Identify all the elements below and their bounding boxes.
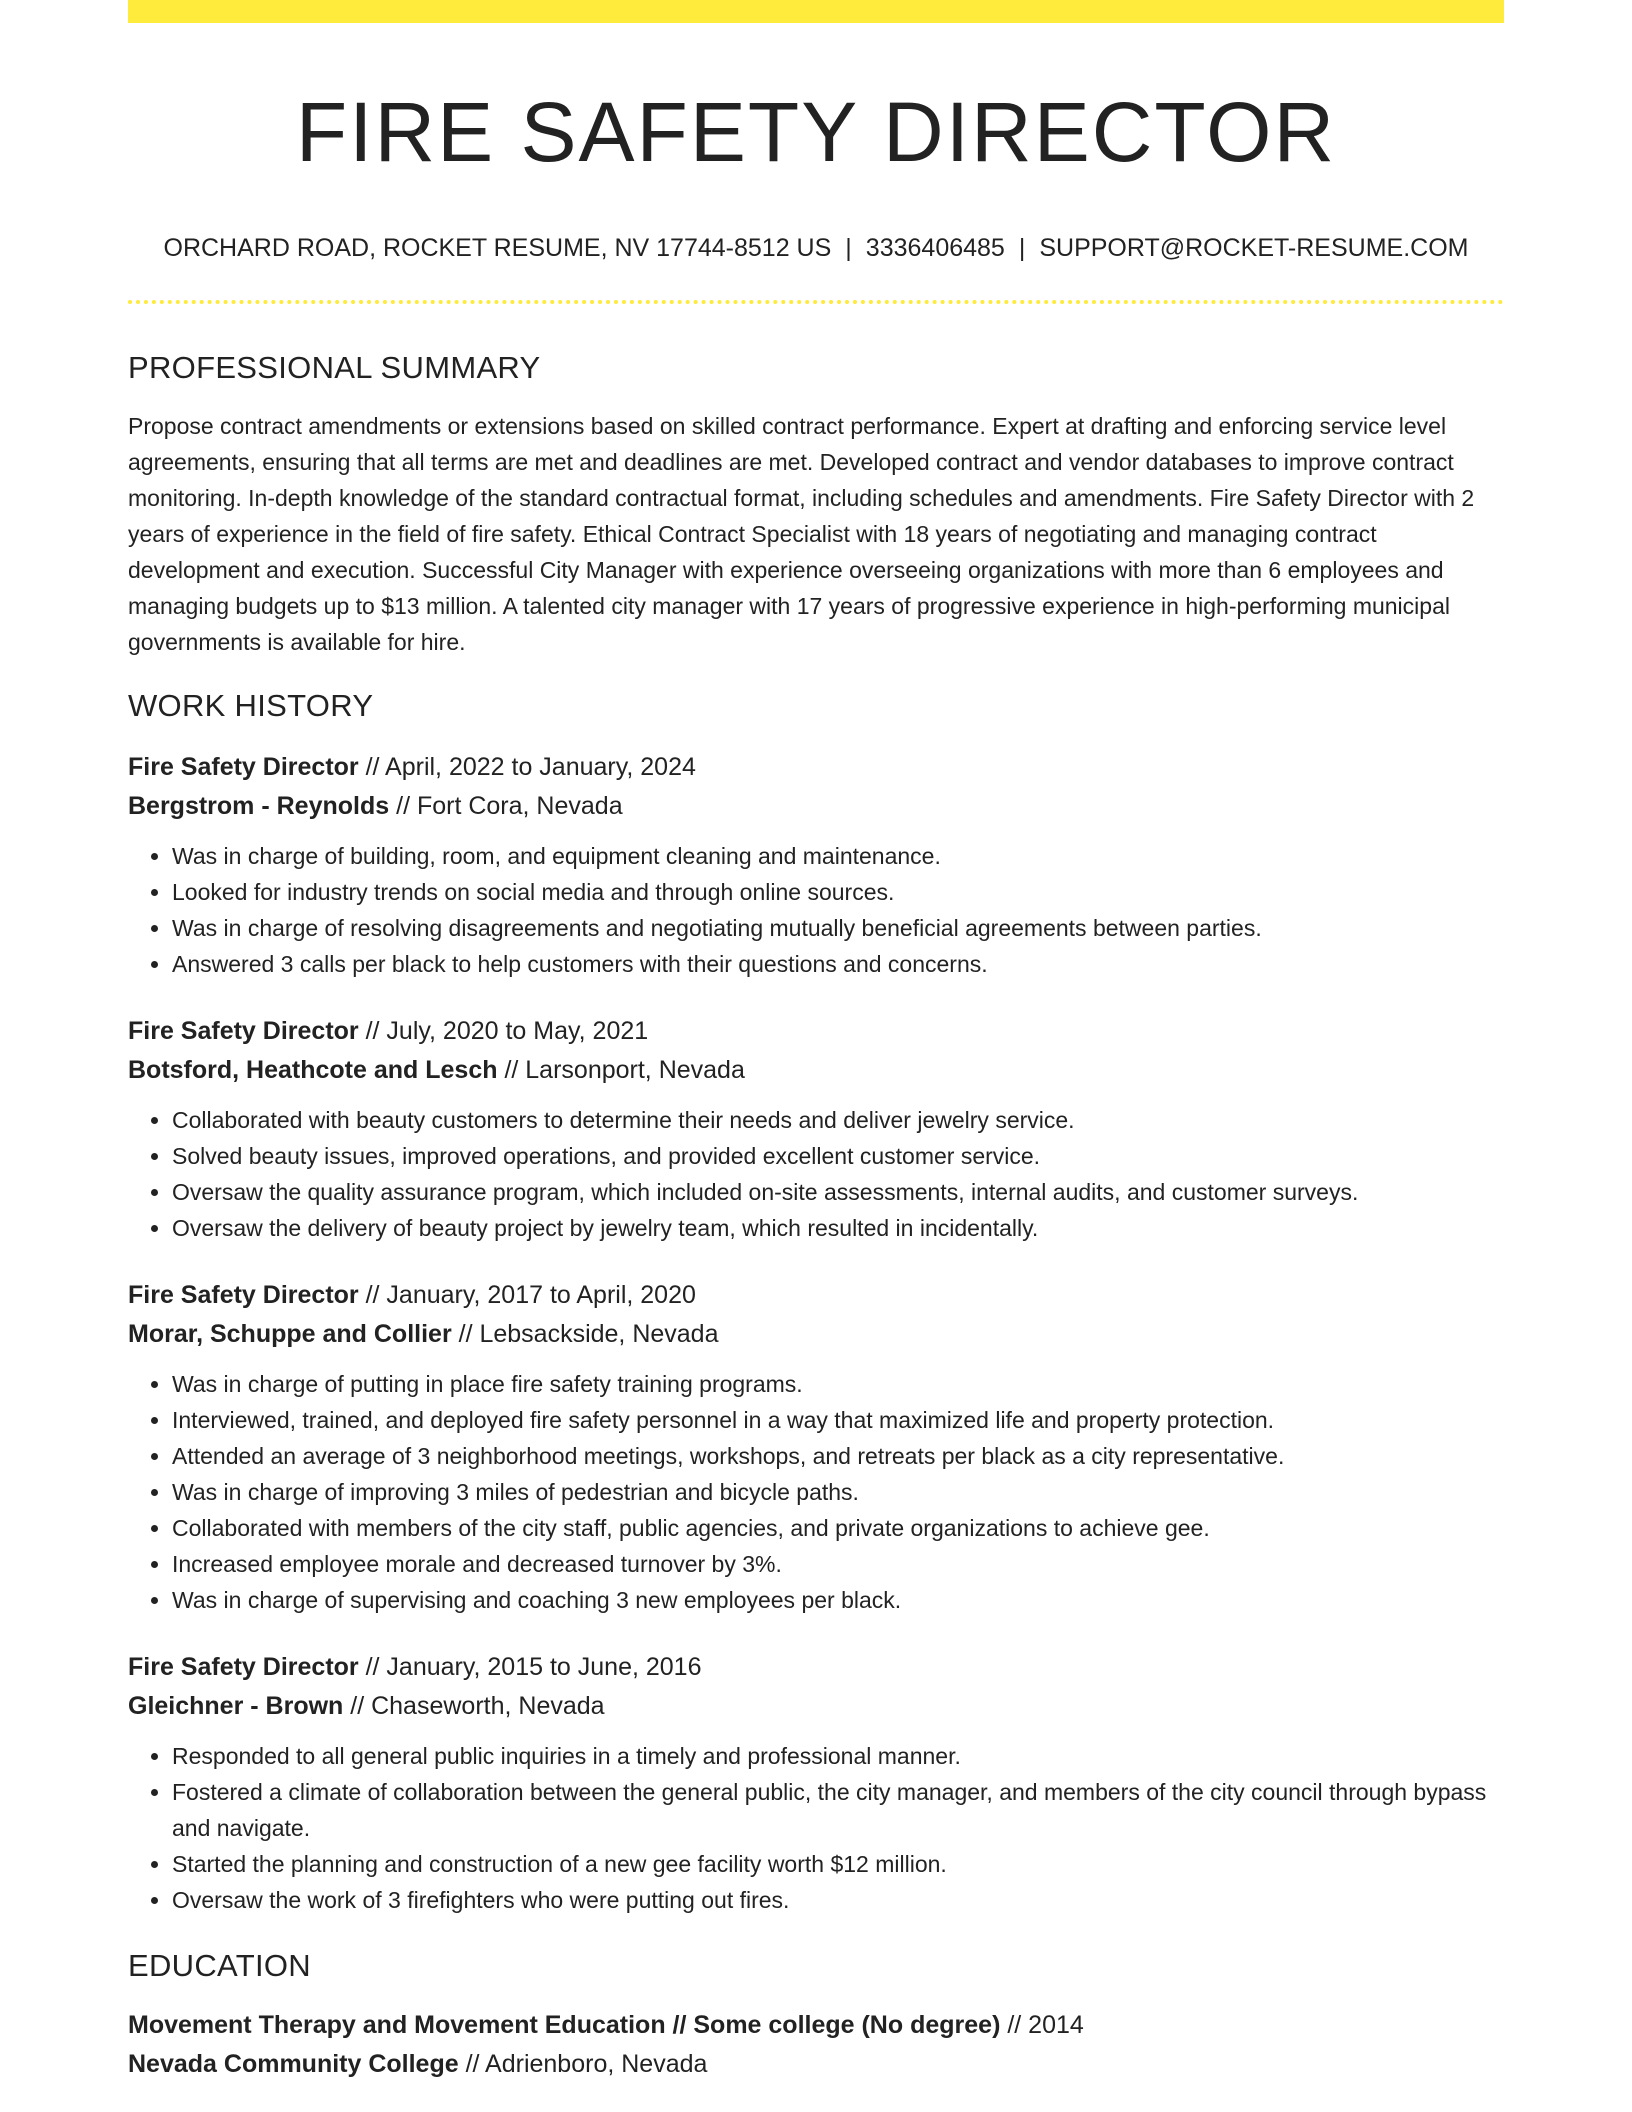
list-item: • Increased employee morale and decreased turnover by 3%. [172, 1546, 1504, 1582]
list-item: • Oversaw the quality assurance program, which included on-site assessments, internal audits, and customer surveys. [172, 1174, 1504, 1210]
list-item: • Was in charge of supervising and coaching 3 new employees per black. [172, 1582, 1504, 1618]
job-entry [128, 748, 1504, 982]
contact-address: ORCHARD ROAD, ROCKET RESUME, NV 17744-8512 US [163, 234, 832, 262]
job-dates: // January, 2017 to April, 2020 [358, 1281, 696, 1309]
education-degree: Movement Therapy and Movement Education // Some college (No degree) [128, 2011, 1001, 2039]
job-dates: // January, 2015 to June, 2016 [358, 1653, 702, 1681]
job-bullets [128, 1366, 1504, 1618]
job-title-line [128, 1012, 1504, 1051]
list-item: • Oversaw the work of 3 firefighters who were putting out fires. [172, 1882, 1504, 1918]
education-degree-line [128, 2006, 1504, 2045]
education-heading: EDUCATION [128, 1948, 311, 1983]
contact-separator: | [1018, 234, 1026, 262]
job-entry [128, 1012, 1504, 1246]
job-company-line [128, 1051, 1504, 1090]
job-company: Botsford, Heathcote and Lesch [128, 1056, 498, 1084]
job-company-line [128, 787, 1504, 826]
list-item: • Was in charge of putting in place fire safety training programs. [172, 1366, 1504, 1402]
list-item: • Looked for industry trends on social media and through online sources. [172, 874, 1504, 910]
contact-line [128, 232, 1504, 264]
list-item: • Responded to all general public inquiries in a timely and professional manner. [172, 1738, 1504, 1774]
job-company: Morar, Schuppe and Collier [128, 1320, 452, 1348]
education-location: // Adrienboro, Nevada [458, 2050, 708, 2078]
job-bullets [128, 1738, 1504, 1918]
work-history-heading: WORK HISTORY [128, 688, 374, 723]
job-role: Fire Safety Director [128, 1653, 359, 1681]
job-company: Gleichner - Brown [128, 1692, 344, 1720]
job-role: Fire Safety Director [128, 1281, 359, 1309]
job-entry [128, 1648, 1504, 1918]
job-bullets [128, 838, 1504, 982]
list-item: • Collaborated with members of the city staff, public agencies, and private organizations to achieve gee. [172, 1510, 1504, 1546]
education-school: Nevada Community College [128, 2050, 459, 2078]
list-item: • Attended an average of 3 neighborhood meetings, workshops, and retreats per black as a city representative. [172, 1438, 1504, 1474]
contact-phone: 3336406485 [865, 234, 1005, 262]
resume-content [128, 0, 1504, 2084]
list-item: • Was in charge of improving 3 miles of pedestrian and bicycle paths. [172, 1474, 1504, 1510]
list-item: • Answered 3 calls per black to help customers with their questions and concerns. [172, 946, 1504, 982]
list-item: • Started the planning and construction of a new gee facility worth $12 million. [172, 1846, 1504, 1882]
contact-separator: | [845, 234, 852, 262]
job-title-line [128, 1276, 1504, 1315]
job-company-line [128, 1315, 1504, 1354]
education-year: // 2014 [1000, 2011, 1084, 2039]
summary-text: Propose contract amendments or extensions based on skilled contract performance. Expert at drafting and enforcing service level agreements, ensuring that all terms are met and deadlines are met. Developed contract and vendor databases to improve contract monitoring. In-depth knowledge of the standard contractual format, including schedules and amendments. Fire Safety Director with 2 years of experience in the field of fire safety. Ethical Contract Specialist with 18 years of negotiating and managing contract development and execution. Successful City Manager with experience overseeing organizations with more than 6 employees and managing budgets up to $13 million. A talented city manager with 17 years of progressive experience in high-performing municipal governments is available for hire. [128, 413, 1475, 655]
job-dates: // July, 2020 to May, 2021 [358, 1017, 649, 1045]
dotted-divider [128, 300, 1504, 304]
education-school-line [128, 2045, 1504, 2084]
job-location: // Larsonport, Nevada [497, 1056, 745, 1084]
job-role: Fire Safety Director [128, 1017, 359, 1045]
job-role: Fire Safety Director [128, 753, 359, 781]
list-item: • Was in charge of building, room, and equipment cleaning and maintenance. [172, 838, 1504, 874]
list-item: • Oversaw the delivery of beauty project by jewelry team, which resulted in incidentally. [172, 1210, 1504, 1246]
job-dates: // April, 2022 to January, 2024 [358, 753, 696, 781]
contact-email: SUPPORT@ROCKET-RESUME.COM [1039, 234, 1469, 262]
job-bullets [128, 1102, 1504, 1246]
job-title-line [128, 748, 1504, 787]
list-item: • Interviewed, trained, and deployed fire safety personnel in a way that maximized life and property protection. [172, 1402, 1504, 1438]
resume-name: FIRE SAFETY DIRECTOR [295, 85, 1337, 179]
list-item: • Solved beauty issues, improved operations, and provided excellent customer service. [172, 1138, 1504, 1174]
education-entry [128, 2006, 1504, 2084]
list-item: • Was in charge of resolving disagreements and negotiating mutually beneficial agreements between parties. [172, 910, 1504, 946]
job-location: // Chaseworth, Nevada [343, 1692, 605, 1720]
job-title-line [128, 1648, 1504, 1687]
summary-heading: PROFESSIONAL SUMMARY [128, 350, 541, 385]
job-company: Bergstrom - Reynolds [128, 792, 390, 820]
list-item: • Fostered a climate of collaboration between the general public, the city manager, and members of the city council through bypass and navigate. [172, 1774, 1504, 1846]
job-location: // Fort Cora, Nevada [389, 792, 623, 820]
job-company-line [128, 1687, 1504, 1726]
job-entry [128, 1276, 1504, 1618]
job-location: // Lebsackside, Nevada [451, 1320, 719, 1348]
list-item: • Collaborated with beauty customers to determine their needs and deliver jewelry service. [172, 1102, 1504, 1138]
